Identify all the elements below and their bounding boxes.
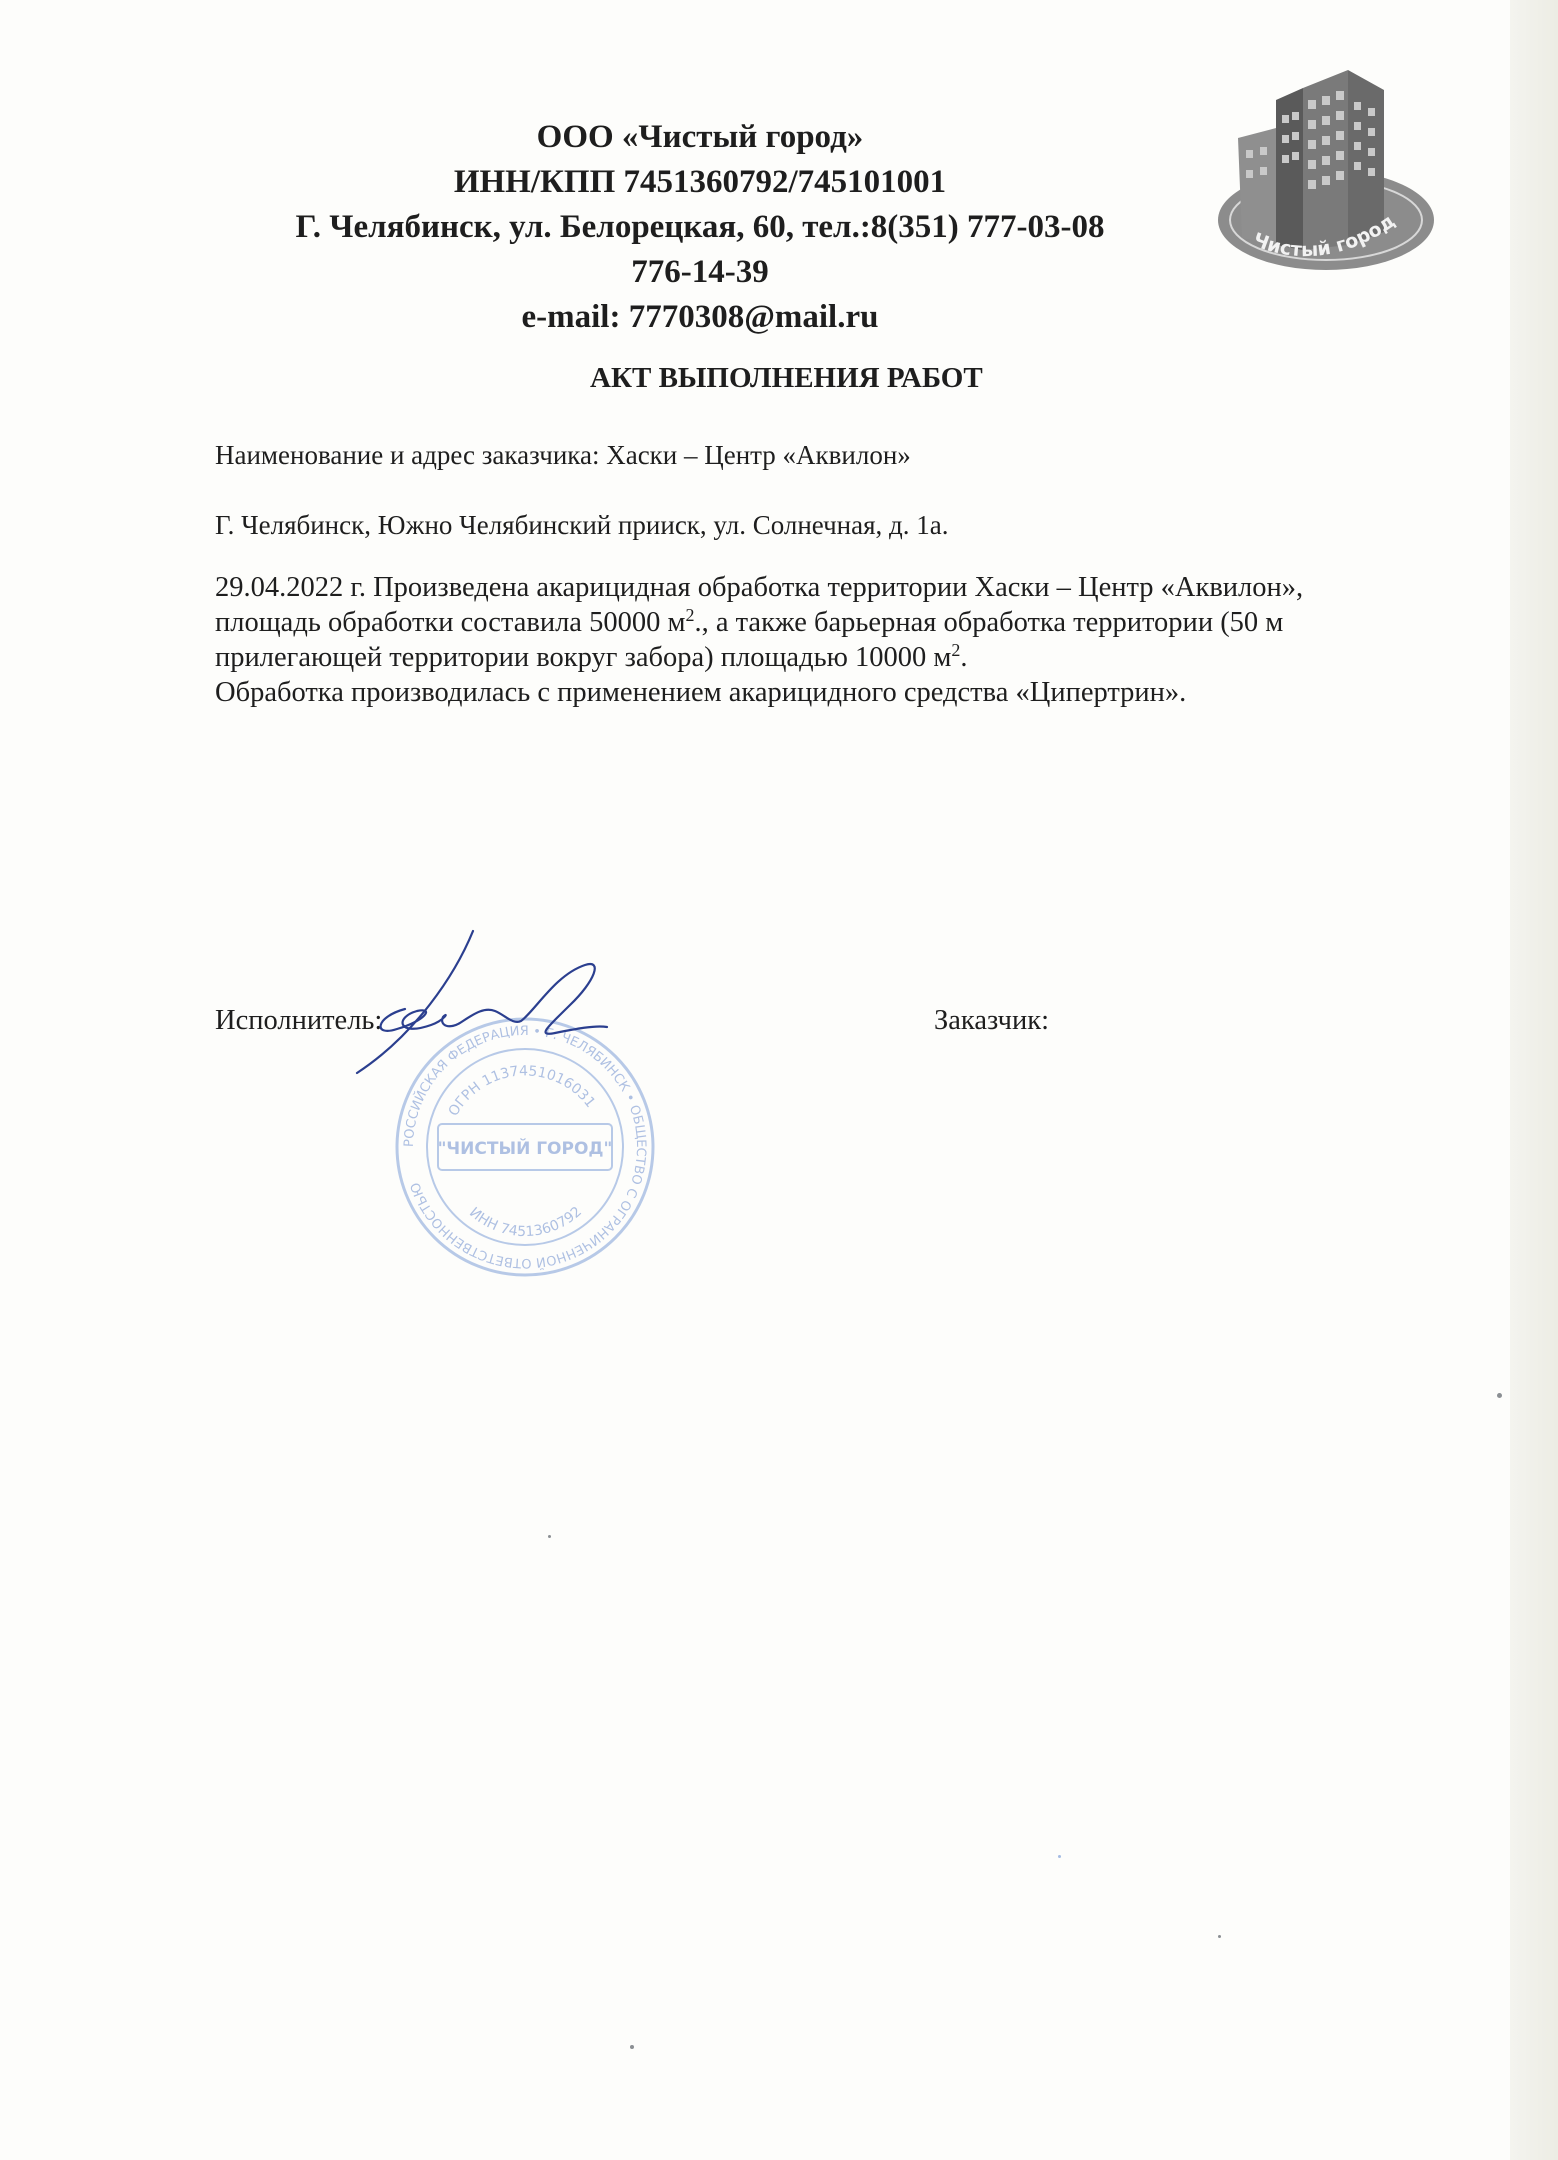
company-name: ООО «Чистый город» [536, 119, 864, 155]
customer-address-line: Г. Челябинск, Южно Челябинский прииск, ул. Солнечная, д. 1а. [215, 510, 949, 540]
customer-name-line: Наименование и адрес заказчика: Хаски – Центр «Аквилон» [215, 440, 911, 470]
scan-speck [1218, 1935, 1221, 1938]
customer-label: Заказчик: [934, 1005, 1050, 1036]
inn-kpp: ИНН/КПП 7451360792/745101001 [453, 164, 947, 200]
scan-speck [1497, 1393, 1502, 1398]
work-description [215, 570, 1303, 710]
stamp-ogrn: ОГРН 1137451016031 [445, 1063, 599, 1120]
body-line-2: площадь обработки составила 50000 $м^2$., а также барьерная обработка территории (50 м [215, 605, 1284, 638]
company-email: e-mail: 7770308@mail.ru [521, 299, 879, 335]
scan-speck [548, 1535, 551, 1538]
logo-building-small [1238, 128, 1276, 245]
executor-label: Исполнитель: [215, 1005, 383, 1036]
executor-signature [345, 925, 615, 1085]
scan-speck [1058, 1855, 1061, 1858]
body-line-3: прилегающей территории вокруг забора) площадью 10000 $м^2$. [215, 640, 968, 673]
stamp-outer-text: РОССИЙСКАЯ ФЕДЕРАЦИЯ • Г. ЧЕЛЯБИНСК • ОБЩЕСТВО С ОГРАНИЧЕННОЙ ОТВЕТСТВЕННОСТЬЮ [401, 1023, 649, 1271]
company-phone-2: 776-14-39 [631, 254, 769, 290]
company-address-phone: Г. Челябинск, ул. Белорецкая, 60, тел.:8(351) 777-03-08 [295, 209, 1105, 245]
body-line-4: Обработка производилась с применением акарицидного средства «Ципертрин». [215, 677, 1187, 708]
company-logo [1208, 60, 1438, 290]
logo-text: Чистый город [1250, 209, 1400, 262]
stamp-center-text: "ЧИСТЫЙ ГОРОД" [437, 1139, 613, 1159]
body-line-1: 29.04.2022 г. Произведена акарицидная обработка территории Хаски – Центр «Аквилон», [215, 572, 1304, 603]
scan-speck [630, 2045, 634, 2049]
stamp-inn: ИНН 7451360792 [466, 1203, 585, 1241]
page-edge-shadow [1510, 0, 1558, 2160]
letterhead [200, 115, 1200, 340]
document-title: АКТ ВЫПОЛНЕНИЯ РАБОТ [590, 362, 983, 394]
